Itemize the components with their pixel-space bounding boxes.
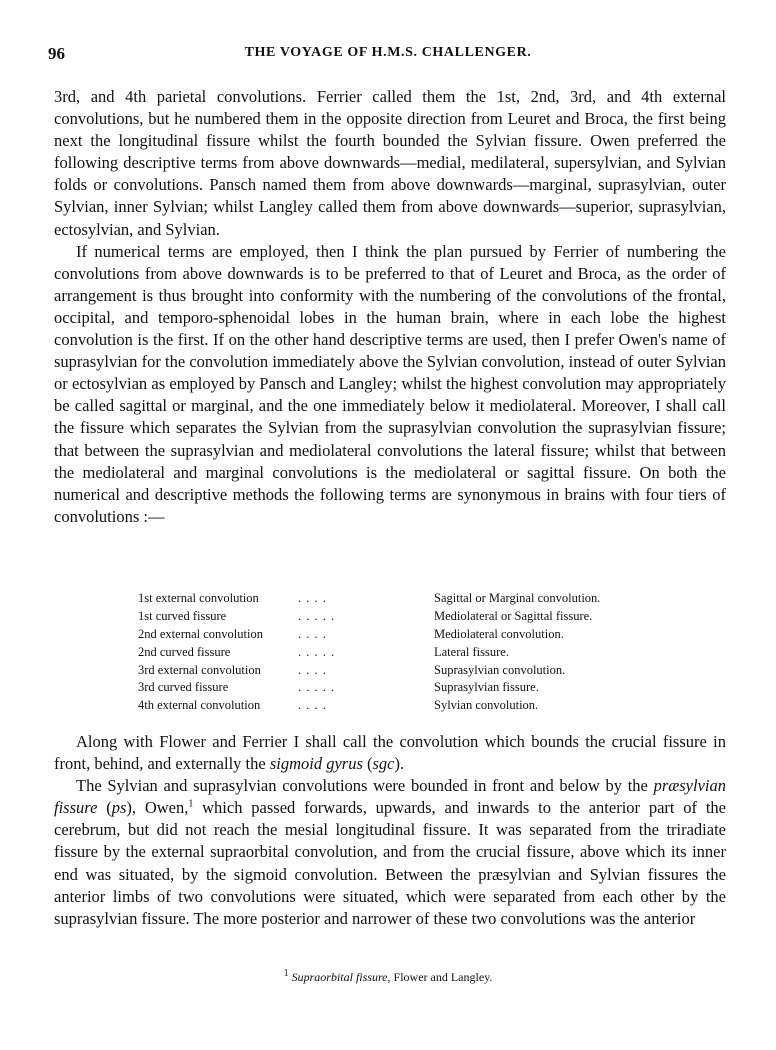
- descriptive-term: Mediolateral convolution.: [434, 626, 564, 641]
- abbreviation-sgc: sgc: [372, 754, 395, 774]
- paragraph-4: [54, 775, 726, 930]
- leader-dots: . . . .: [298, 591, 327, 606]
- numerical-term: 4th external convolution: [138, 698, 261, 713]
- descriptive-term: Suprasylvian fissure.: [434, 680, 539, 695]
- paragraph-1: 3rd, and 4th parietal convolutions. Ferrier called them the 1st, 2nd, 3rd, and 4th external convolutions, but he numbered them in the opposite direction from Leuret and Broca, the first being next the longitudinal fissure whilst the fourth bounded the Sylvian fissure. Owen preferred the following descriptive terms from above downwards—medial, medilateral, supersylvian, and Sylvian folds or convolutions. Pansch named them from above downwards—marginal, suprasylvian, outer Sylvian, inner Sylvian; whilst Langley called them from above downwards—superior, suprasylvian, ectosylvian, and Sylvian.: [54, 87, 726, 239]
- footnote: [0, 970, 776, 985]
- paragraph-3-text: (: [362, 754, 373, 774]
- footnote-text: , Flower and Langley.: [387, 970, 493, 984]
- numerical-term: 1st external convolution: [138, 591, 259, 606]
- numerical-term: 3rd curved fissure: [138, 680, 229, 695]
- leader-dots: . . . .: [298, 626, 327, 641]
- paragraph-4-text: (: [97, 798, 112, 818]
- paragraph-3: [54, 731, 726, 775]
- leader-dots: . . . . .: [298, 644, 336, 659]
- footnote-marker: 1: [283, 968, 289, 979]
- table-row: [138, 697, 658, 715]
- paragraph-4-text: ), Owen,: [126, 798, 189, 818]
- page-header: [48, 44, 728, 68]
- footnote-reference[interactable]: 1: [188, 798, 194, 810]
- table-row: [138, 661, 658, 679]
- leader-dots: . . . . .: [298, 609, 336, 624]
- body-text-upper: [54, 86, 726, 528]
- paragraph-3-text: ).: [394, 754, 405, 774]
- numerical-term: 1st curved fissure: [138, 609, 227, 624]
- table-row: [138, 608, 658, 626]
- numerical-term: 2nd external convolution: [138, 626, 263, 641]
- abbreviation-ps: ps: [111, 798, 127, 818]
- term-praesylvian-fissure: præsylvian fissure: [54, 776, 726, 818]
- leader-dots: . . . . .: [298, 680, 336, 695]
- descriptive-term: Sylvian convolution.: [434, 698, 539, 713]
- footnote-term: Supraorbital fissure: [291, 970, 388, 984]
- table-row: [138, 590, 658, 608]
- synonym-table: [138, 590, 658, 715]
- numerical-term: 3rd external convolution: [138, 662, 261, 677]
- table-row: [138, 643, 658, 661]
- table-row: [138, 626, 658, 644]
- descriptive-term: Mediolateral or Sagittal fissure.: [434, 609, 593, 624]
- paragraph-4-text: The Sylvian and suprasylvian convolutions were bounded in front and below by the: [76, 776, 654, 796]
- running-title: THE VOYAGE OF H.M.S. CHALLENGER.: [244, 45, 532, 60]
- term-sigmoid-gyrus: sigmoid gyrus: [269, 754, 363, 774]
- descriptive-term: Suprasylvian convolution.: [434, 662, 566, 677]
- descriptive-term: Sagittal or Marginal convolution.: [434, 591, 601, 606]
- paragraph-2: If numerical terms are employed, then I think the plan pursued by Ferrier of numbering the convolutions from above downwards is to be preferred to that of Leuret and Broca, as the order of arrangement is thus brought into conformity with the numbering of the convolutions of the frontal, occipital, and temporo-sphenoidal lobes in the human brain, where in each lobe the highest convolution is the first. If on the other hand descriptive terms are used, then I prefer Owen's name of suprasylvian for the convolution immediately above the Sylvian convolution, instead of outer Sylvian or ectosylvian as employed by Pansch and Langley; whilst the highest convolution may appropriately be called sagittal or marginal, and the one immediately below it mediolateral. Moreover, I shall call the fissure which separates the Sylvian from the suprasylvian convolution the suprasylvian fissure; that between the suprasylvian and mediolateral convolutions the lateral fissure; whilst that between the mediolateral and marginal convolutions is the mediolateral or sagittal fissure. On both the numerical and descriptive methods the following terms are synonymous in brains with four tiers of convolutions :—: [54, 241, 726, 526]
- leader-dots: . . . .: [298, 662, 327, 677]
- table-row: [138, 679, 658, 697]
- numerical-term: 2nd curved fissure: [138, 644, 231, 659]
- body-text-lower: [54, 731, 726, 930]
- paragraph-3-text: Along with Flower and Ferrier I shall call the convolution which bounds the crucial fissure in front, behind, and externally the: [54, 732, 726, 774]
- paragraph-4-text: which passed forwards, upwards, and inwards to the anterior part of the cerebrum, but did not reach the mesial longitudinal fissure. It was separated from the triradiate fissure by the external supraorbital convolution, and from the crucial fissure, above which its inner end was situated, by the sigmoid convolution. Between the præsylvian and Sylvian fissures the anterior limbs of two convolutions were situated, which were separated from each other by the suprasylvian fissure. The more posterior and narrower of these two convolutions was the anterior: [54, 798, 726, 928]
- page-number: 96: [48, 44, 65, 63]
- leader-dots: . . . .: [298, 698, 327, 713]
- descriptive-term: Lateral fissure.: [434, 644, 509, 659]
